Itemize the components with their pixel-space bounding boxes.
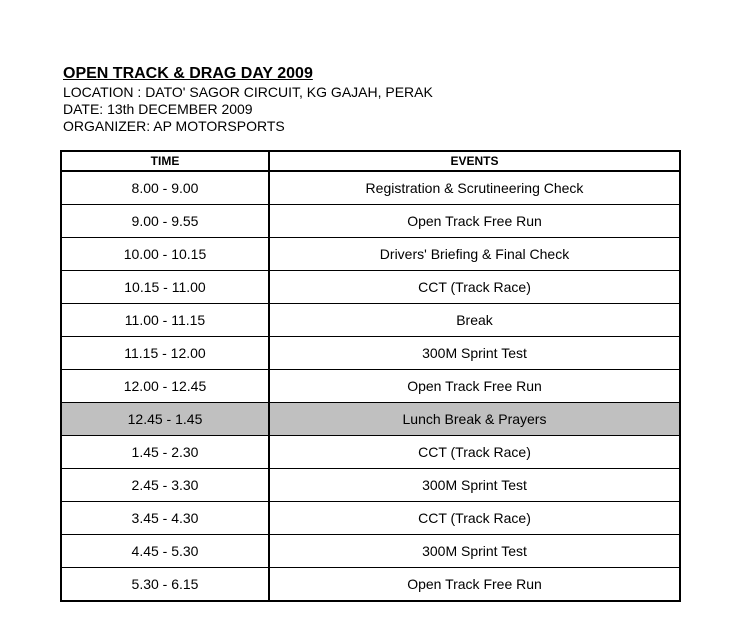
time-column-header: TIME — [61, 151, 269, 171]
time-cell: 9.00 - 9.55 — [61, 205, 269, 238]
events-column-header: EVENTS — [269, 151, 680, 171]
event-cell: Registration & Scrutineering Check — [269, 171, 680, 205]
location-line: LOCATION : DATO' SAGOR CIRCUIT, KG GAJAH, PERAK — [63, 84, 433, 100]
time-cell: 3.45 - 4.30 — [61, 502, 269, 535]
table-row — [61, 535, 680, 568]
organizer-line: ORGANIZER: AP MOTORSPORTS — [63, 118, 285, 134]
event-cell: CCT (Track Race) — [269, 436, 680, 469]
table-row — [61, 436, 680, 469]
time-cell: 10.00 - 10.15 — [61, 238, 269, 271]
table-header-row — [61, 151, 680, 171]
table-row-highlighted — [61, 403, 680, 436]
time-cell: 8.00 - 9.00 — [61, 171, 269, 205]
event-cell: 300M Sprint Test — [269, 469, 680, 502]
time-cell: 10.15 - 11.00 — [61, 271, 269, 304]
table-row — [61, 568, 680, 602]
schedule-table — [60, 150, 681, 602]
time-cell: 11.15 - 12.00 — [61, 337, 269, 370]
event-cell: Open Track Free Run — [269, 370, 680, 403]
table-row — [61, 469, 680, 502]
time-cell: 1.45 - 2.30 — [61, 436, 269, 469]
date-line: DATE: 13th DECEMBER 2009 — [63, 101, 253, 117]
time-cell: 4.45 - 5.30 — [61, 535, 269, 568]
table-row — [61, 205, 680, 238]
time-cell: 5.30 - 6.15 — [61, 568, 269, 602]
table-row — [61, 304, 680, 337]
table-row — [61, 171, 680, 205]
time-cell: 12.00 - 12.45 — [61, 370, 269, 403]
event-cell: 300M Sprint Test — [269, 535, 680, 568]
time-cell: 12.45 - 1.45 — [61, 403, 269, 436]
table-row — [61, 238, 680, 271]
document-header — [63, 64, 683, 135]
event-cell: Drivers' Briefing & Final Check — [269, 238, 680, 271]
time-cell: 11.00 - 11.15 — [61, 304, 269, 337]
table-row — [61, 271, 680, 304]
event-cell: CCT (Track Race) — [269, 502, 680, 535]
event-cell: Open Track Free Run — [269, 568, 680, 602]
document-title: OPEN TRACK & DRAG DAY 2009 — [63, 65, 313, 82]
event-cell: CCT (Track Race) — [269, 271, 680, 304]
event-cell: Open Track Free Run — [269, 205, 680, 238]
table-row — [61, 337, 680, 370]
event-cell: Lunch Break & Prayers — [269, 403, 680, 436]
event-cell: 300M Sprint Test — [269, 337, 680, 370]
table-row — [61, 502, 680, 535]
time-cell: 2.45 - 3.30 — [61, 469, 269, 502]
event-cell: Break — [269, 304, 680, 337]
table-row — [61, 370, 680, 403]
